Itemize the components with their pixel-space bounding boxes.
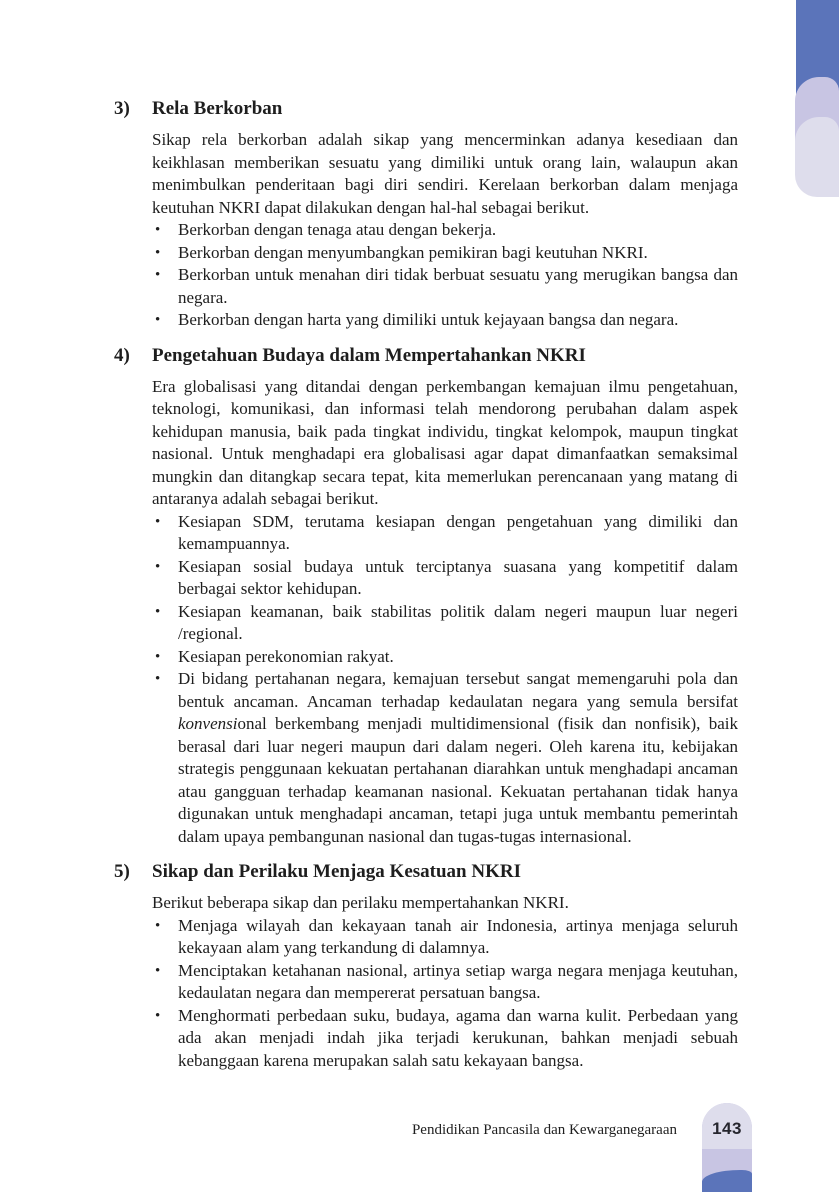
- bullet-marker: •: [155, 603, 161, 620]
- bullet-marker: •: [155, 267, 161, 283]
- bullet-text: Kesiapan sosial budaya untuk terciptanya suasana yang kompetitif dalam berbagai sektor kehidupan.: [178, 556, 738, 598]
- bullet-item: [152, 1005, 738, 1073]
- section-title: Sikap dan Perilaku Menjaga Kesatuan NKRI: [152, 861, 521, 882]
- bullet-text: Kesiapan keamanan, baik stabilitas politik dalam negeri maupun luar negeri /regional.: [178, 601, 738, 643]
- bullet-item: [152, 960, 738, 1005]
- bullet-text: Berkorban dengan harta yang dimiliki untuk kejayaan bangsa dan negara.: [178, 310, 679, 329]
- pill-light-section: [702, 1103, 752, 1149]
- section-number: 5): [114, 861, 130, 882]
- section-paragraph: Sikap rela berkorban adalah sikap yang mencerminkan adanya kesediaan dan keikhlasan memberikan sesuatu yang dimiliki untuk orang lain, walaupun akan menimbulkan penderitaan bagi diri sendiri. Kerelaan berkorban dalam menjaga keutuhan NKRI dapat dilakukan dengan hal-hal sebagai berikut.: [152, 130, 738, 217]
- bullet-marker: •: [155, 1007, 161, 1024]
- section-number: 3): [114, 98, 130, 119]
- section-body: [152, 129, 738, 332]
- bullet-item: [152, 242, 738, 265]
- bullet-marker: •: [155, 513, 161, 530]
- section-rela-berkorban: [114, 97, 738, 332]
- pill-blue-section: [702, 1170, 752, 1192]
- bullet-marker: •: [155, 312, 161, 328]
- section-body: [152, 376, 738, 849]
- bullet-item: [152, 511, 738, 556]
- section-heading: [114, 344, 738, 368]
- bullet-marker: •: [155, 917, 161, 934]
- bullet-text: Kesiapan perekonomian rakyat.: [178, 646, 394, 666]
- section-body: [152, 892, 738, 1072]
- section-title: Pengetahuan Budaya dalam Mempertahankan NKRI: [152, 344, 586, 366]
- bullet-item: [152, 264, 738, 309]
- section-paragraph: Era globalisasi yang ditandai dengan perkembangan kemajuan ilmu pengetahuan, teknologi, komunikasi, dan informasi telah mendorong perubahan dalam aspek kehidupan manusia, baik pada tingkat individu, tingkat kelompok, maupun tingkat nasional. Untuk menghadapi era globalisasi agar dapat dimanfaatkan semaksimal mungkin dan ditangkap secara tepat, kita memerlukan perencanaan yang matang di antaranya adalah sebagai berikut.: [152, 376, 738, 508]
- section-paragraph: Berikut beberapa sikap dan perilaku mempertahankan NKRI.: [152, 893, 569, 912]
- bullet-text: Berkorban dengan tenaga atau dengan bekerja.: [178, 220, 497, 239]
- bullet-item: [152, 915, 738, 960]
- bullet-marker: •: [155, 671, 161, 687]
- bullet-item: [152, 309, 738, 332]
- bullet-text: Berkorban dengan menyumbangkan pemikiran bagi keutuhan NKRI.: [178, 242, 648, 262]
- bullet-list: [152, 511, 738, 849]
- bullet-text: Berkorban untuk menahan diri tidak berbuat sesuatu yang merugikan bangsa dan negara.: [178, 265, 738, 307]
- bullet-marker: •: [155, 558, 161, 575]
- section-pengetahuan-budaya: [114, 344, 738, 849]
- bullet-marker: •: [155, 244, 161, 261]
- bullet-text-pre: Di bidang pertahanan negara, kemajuan tersebut sangat memengaruhi pola dan bentuk ancaman. Ancaman terhadap kedaulatan negara yang semula bersifat: [178, 669, 738, 711]
- bullet-list: [152, 219, 738, 332]
- bullet-item: [152, 219, 738, 242]
- bullet-item: [152, 646, 738, 669]
- section-sikap-perilaku: [114, 860, 738, 1072]
- section-title: Rela Berkorban: [152, 98, 283, 119]
- bullet-text: Menciptakan ketahanan nasional, artinya setiap warga negara menjaga keutuhan, kedaulatan negara dan mempererat persatuan bangsa.: [178, 960, 738, 1002]
- bullet-text: Menjaga wilayah dan kekayaan tanah air Indonesia, artinya menjaga seluruh kekayaan alam yang terkandung di dalamnya.: [178, 915, 738, 957]
- page-number: 143: [712, 1119, 742, 1138]
- footer-book-title: Pendidikan Pancasila dan Kewarganegaraan: [411, 1122, 677, 1138]
- bullet-text-italic: konvensi: [178, 714, 238, 733]
- bullet-text: Kesiapan SDM, terutama kesiapan dengan pengetahuan yang dimiliki dan kemampuannya.: [178, 511, 738, 553]
- bullet-marker: •: [155, 648, 161, 665]
- bullet-text-post: onal berkembang menjadi multidimensional (fisik dan nonfisik), baik berasal dari luar negeri maupun dari dalam negeri. Oleh karena itu, kebijakan strategis penggunaan kekuatan pertahanan diarahkan untuk menghadapi ancaman atau gangguan terhadap keamanan nasional. Kekuatan pertahanan tidak hanya digunakan untuk menghadapi ancaman, tetapi juga untuk membantu pemerintah dalam upaya pembangunan nasional dan tugas-tugas internasional.: [178, 714, 738, 846]
- bullet-item: [152, 601, 738, 646]
- bullet-item: [152, 556, 738, 601]
- bullet-text: Menghormati perbedaan suku, budaya, agama dan warna kulit. Perbedaan yang ada akan menjadi indah jika terjadi kerukunan, bahkan menjadi sebuah kebanggaan karena merupakan salah satu kekayaan bangsa.: [178, 1005, 738, 1070]
- page-number-pill: [702, 1103, 752, 1192]
- section-number: 4): [114, 344, 130, 366]
- bullet-item-defense: [152, 668, 738, 848]
- bullet-list: [152, 915, 738, 1073]
- section-heading: [114, 860, 738, 884]
- bullet-marker: •: [155, 222, 161, 238]
- bullet-marker: •: [155, 962, 161, 979]
- section-heading: [114, 97, 738, 121]
